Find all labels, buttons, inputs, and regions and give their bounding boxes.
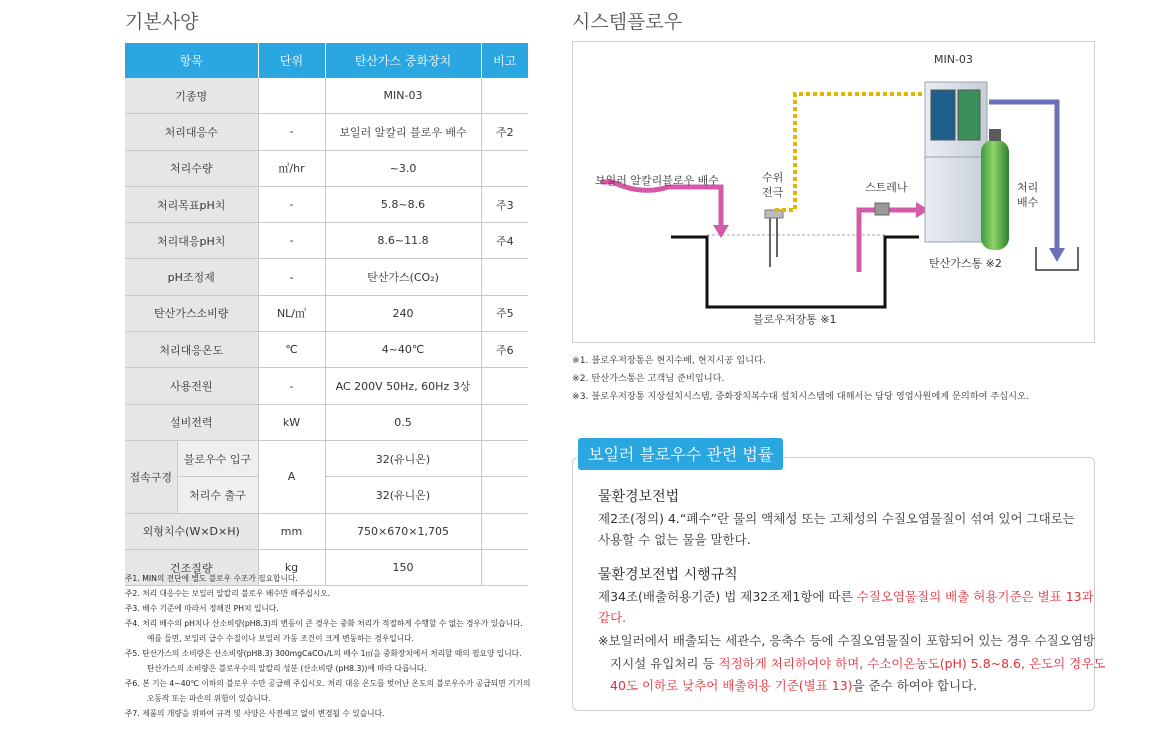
conn-value-outlet: 32(유니온) — [325, 477, 481, 513]
spec-value: 보일러 알칼리 블로우 배수 — [325, 114, 481, 150]
spec-value: ~3.0 — [325, 150, 481, 186]
note-line: 주4. 처리 배수의 pH치나 산소비량(pH8.3)의 변동이 큰 경우는 중화 처리가 적절하게 수행할 수 없는 경우가 있습니다. — [125, 619, 523, 628]
spec-note — [481, 513, 528, 549]
law-text — [610, 676, 977, 694]
spec-value: AC 200V 50Hz, 60Hz 3상 — [325, 368, 481, 404]
spec-notes — [125, 571, 535, 721]
spec-value: MIN-03 — [325, 78, 481, 114]
spec-item: 처리수량 — [125, 150, 258, 186]
flow-note-line: ※3. 블로우저장통 지상설치시스템, 중화장치복수대 설치시스템에 대해서는 담당 영업사원에게 문의하여 주십시오. — [572, 391, 1029, 402]
model-label: MIN-03 — [934, 53, 973, 66]
spec-note — [481, 259, 528, 295]
flow-note-line: ※1. 블로우저장통은 현지수배, 현지시공 입니다. — [572, 355, 766, 366]
control-panel — [931, 90, 955, 140]
spec-note: 주6 — [481, 332, 528, 368]
flow-illustration — [573, 42, 1094, 342]
spec-item: 건조질량 — [125, 549, 258, 585]
spec-unit: - — [258, 368, 325, 404]
law-text: ※보일러에서 배출되는 세관수, 응축수 등에 수질오염물질이 포함되어 있는 경우 수질오염방 — [598, 633, 1095, 648]
spec-item: 설비전력 — [125, 404, 258, 440]
law-text-highlight: 적정하게 처리하여야 하며, 수소이온농도(pH) 5.8~8.6, 온도의 경우도 — [718, 656, 1106, 671]
spec-unit: - — [258, 223, 325, 259]
treated-label-1: 처리 — [1017, 181, 1039, 194]
spec-unit: - — [258, 186, 325, 222]
gas-cylinder-label: 탄산가스통 ※2 — [929, 257, 1002, 270]
electrode-label-2: 전극 — [762, 186, 784, 199]
table-row — [125, 332, 528, 368]
spec-note — [481, 404, 528, 440]
header-note: 비고 — [481, 43, 528, 78]
conn-sub-outlet: 처리수 출구 — [177, 477, 258, 513]
tank-outline — [671, 237, 919, 307]
table-row — [125, 223, 528, 259]
law-text: 제2조(정의) 4.“폐수”란 물의 액체성 또는 고체성의 수질오염물질이 섞여 있어 그대로는 — [598, 511, 1075, 526]
spec-item: 사용전원 — [125, 368, 258, 404]
spec-note: 주3 — [481, 186, 528, 222]
spec-note: 주2 — [481, 114, 528, 150]
table-row — [125, 513, 528, 549]
header-item: 항목 — [125, 43, 258, 78]
spec-section-title: 기본사양 — [125, 11, 199, 33]
law-text-part: 을 준수 하여야 합니다. — [852, 678, 978, 693]
spec-item: 처리대응온도 — [125, 332, 258, 368]
treated-arrow-head — [1049, 248, 1065, 262]
strainer-label: 스트레나 — [865, 181, 908, 194]
law-text — [610, 654, 1105, 672]
treated-label-2: 배수 — [1017, 196, 1039, 209]
note-line: 주7. 제품의 개량을 위하여 규격 및 사양은 사전예고 없이 변경될 수 있습니다. — [125, 709, 385, 718]
conn-label: 접속구경 — [125, 440, 177, 513]
spec-unit: - — [258, 259, 325, 295]
spec-header-row — [125, 43, 528, 78]
tank-label: 블로우저장통 ※1 — [753, 313, 837, 326]
inlet-pipe — [601, 182, 721, 227]
law-heading-2: 물환경보전법 시행규칙 — [598, 567, 738, 583]
table-row — [125, 368, 528, 404]
law-text-part: 지시설 유입처리 등 — [610, 656, 719, 671]
table-row — [125, 114, 528, 150]
law-heading-1: 물환경보전법 — [598, 489, 680, 505]
electrode-head — [765, 210, 783, 218]
strainer-pipe — [859, 210, 918, 272]
spec-item: 처리대응수 — [125, 114, 258, 150]
spec-item: 처리목표pH치 — [125, 186, 258, 222]
flow-notes — [572, 352, 1029, 406]
spec-value: 150 — [325, 549, 481, 585]
flow-note-line: ※2. 탄산가스통은 고객님 준비입니다. — [572, 373, 725, 384]
spec-note — [481, 368, 528, 404]
spec-table — [125, 43, 528, 586]
system-flow-diagram — [572, 41, 1095, 343]
spec-value: 8.6~11.8 — [325, 223, 481, 259]
note-line: 오동작 또는 파손의 위험이 있습니다. — [147, 694, 271, 703]
table-row — [125, 78, 528, 114]
spec-item: 처리대응pH치 — [125, 223, 258, 259]
table-row — [125, 259, 528, 295]
spec-unit: mm — [258, 513, 325, 549]
spec-unit: ℃ — [258, 332, 325, 368]
inlet-arrow-head — [713, 225, 729, 238]
law-text — [598, 587, 1094, 605]
spec-value: 0.5 — [325, 404, 481, 440]
strainer-body — [875, 203, 889, 215]
conn-note — [481, 477, 528, 513]
inlet-label: 보일러 알칼리블로우 배수 — [595, 174, 719, 187]
table-row — [125, 150, 528, 186]
law-text-highlight: 수질오염물질의 배출 허용기준은 별표 13과 — [856, 589, 1094, 604]
note-line: 탄산가스의 소비량은 블로우수의 알칼리 성분 (산소비량 (pH8.3))에 따라 다릅니다. — [147, 664, 427, 673]
note-line: 예를 들면, 보일러 급수 수질이나 보일러 가동 조건이 크게 변동하는 경우입니다. — [147, 634, 414, 643]
table-row — [125, 404, 528, 440]
law-title-badge: 보일러 블로우수 관련 법률 — [578, 438, 783, 470]
co2-cylinder — [981, 140, 1009, 250]
spec-value: 탄산가스(CO₂) — [325, 259, 481, 295]
law-text: 사용할 수 없는 물을 말한다. — [598, 532, 751, 547]
table-row — [125, 440, 528, 476]
conn-sub-inlet: 블로우수 입구 — [177, 440, 258, 476]
spec-value: 4~40℃ — [325, 332, 481, 368]
conn-note — [481, 440, 528, 476]
note-line: 주2. 처리 대응수는 보일러 알칼리 블로우 배수만 해주십시오. — [125, 589, 331, 598]
flow-section-title: 시스템플로우 — [572, 11, 683, 33]
note-line: 주5. 탄산가스의 소비량은 산소비량(pH8.3) 300mgCaCO₃/L의 배수 1㎥을 중화장치에서 처리할 때의 필요양 입니다. — [125, 649, 522, 658]
law-text-part: 제34조(배출허용기준) 법 제32조제1항에 따른 — [598, 589, 857, 604]
spec-unit: ㎥/hr — [258, 150, 325, 186]
conn-value-inlet: 32(유니온) — [325, 440, 481, 476]
spec-item: 탄산가스소비량 — [125, 295, 258, 331]
conn-unit: A — [258, 440, 325, 513]
spec-note: 주5 — [481, 295, 528, 331]
spec-unit — [258, 78, 325, 114]
spec-unit: kW — [258, 404, 325, 440]
spec-item: pH조정제 — [125, 259, 258, 295]
spec-note: 주4 — [481, 223, 528, 259]
spec-item: 기종명 — [125, 78, 258, 114]
header-value: 탄산가스 중화장치 — [325, 43, 481, 78]
spec-note — [481, 150, 528, 186]
table-row — [125, 295, 528, 331]
spec-item: 외형치수(W×D×H) — [125, 513, 258, 549]
spec-value: 240 — [325, 295, 481, 331]
spec-value: 5.8~8.6 — [325, 186, 481, 222]
note-line: 주6. 본 기는 4~40℃ 이하의 블로우 수만 공급해 주십시오. 처리 대응 온도를 벗어난 온도의 블로우수가 공급되면 기기의 — [125, 679, 531, 688]
spec-note — [481, 78, 528, 114]
note-line: 주3. 배수 기준에 따라서 정해진 PH치 입니다. — [125, 604, 279, 613]
note-line: 주1. MIN의 전단에 별도 블로우 수조가 필요합니다. — [125, 574, 298, 583]
spec-unit: NL/㎥ — [258, 295, 325, 331]
electrode-label-1: 수위 — [762, 171, 784, 184]
table-row — [125, 186, 528, 222]
law-text-highlight: 40도 이하로 낮추어 배출허용 기준(별표 13) — [610, 678, 853, 693]
spec-unit: kg — [258, 549, 325, 585]
spec-value: 750×670×1,705 — [325, 513, 481, 549]
law-text-highlight: 같다. — [598, 610, 627, 625]
spec-unit: - — [258, 114, 325, 150]
table-row — [125, 477, 528, 513]
header-unit: 단위 — [258, 43, 325, 78]
